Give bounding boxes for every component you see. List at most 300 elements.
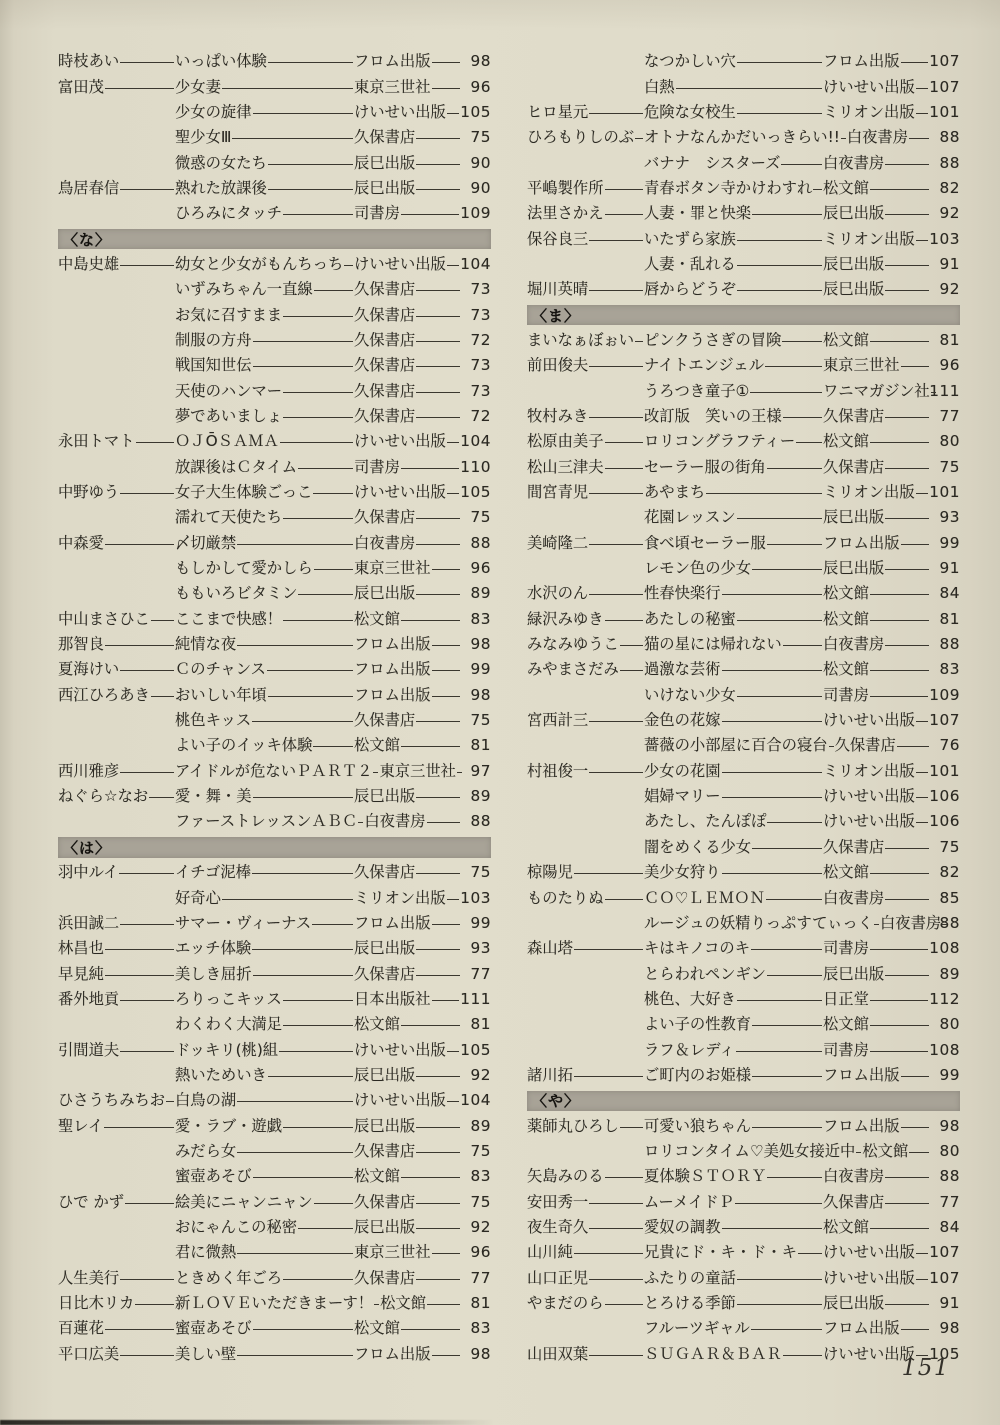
index-entry	[58, 1063, 491, 1088]
publisher-cell	[823, 809, 929, 834]
leader-line	[401, 468, 459, 469]
author-name: 緑沢みゆき	[527, 609, 604, 628]
leader-line	[120, 670, 174, 671]
author-name: やまだのら	[527, 1294, 604, 1313]
index-entry	[527, 1189, 960, 1214]
author-cell	[527, 227, 644, 252]
publisher-cell	[354, 277, 461, 302]
leader-line	[401, 1025, 460, 1026]
author-cell	[58, 75, 175, 100]
leader-line	[314, 290, 353, 291]
title-cell	[175, 277, 354, 302]
leader-line	[416, 1203, 460, 1204]
publisher-name: 松文館	[354, 736, 400, 755]
publisher-name: 白夜書房	[364, 812, 426, 831]
publisher-name: 松文館	[823, 178, 869, 197]
leader-line	[432, 1355, 461, 1356]
leader-line	[722, 873, 823, 874]
page-ref: 103	[460, 888, 491, 907]
leader-line	[752, 1025, 822, 1026]
page-ref: 83	[939, 660, 960, 679]
leader-line	[885, 848, 929, 849]
leader-line	[298, 594, 353, 595]
index-entry	[527, 860, 960, 885]
work-title: セーラー服の街角	[644, 457, 766, 476]
publisher-cell	[823, 531, 930, 556]
publisher-cell	[354, 1088, 460, 1113]
publisher-name: フロム出版	[354, 52, 431, 71]
leader-line	[104, 1127, 174, 1128]
page-ref: 99	[939, 533, 960, 552]
leader-line	[752, 1076, 822, 1077]
publisher-cell	[823, 252, 930, 277]
leader-line	[897, 746, 929, 747]
work-title: 絵美にニャンニャン	[175, 1192, 313, 1211]
leader-line	[766, 899, 822, 900]
author-name: 平口広美	[58, 1344, 120, 1363]
author-cell	[527, 1291, 644, 1316]
publisher-name: ミリオン出版	[823, 761, 915, 780]
leader-line	[447, 265, 460, 266]
index-entry	[527, 683, 960, 708]
leader-line	[885, 1304, 929, 1305]
index-entry	[58, 252, 491, 277]
publisher-cell	[354, 379, 461, 404]
work-title: 白熱	[644, 77, 675, 96]
author-cell	[58, 1038, 175, 1063]
page-ref: 89	[470, 787, 491, 806]
page-ref: 80	[939, 1141, 960, 1160]
publisher-cell	[354, 480, 460, 505]
index-entry	[527, 1037, 960, 1062]
leader-line	[135, 1304, 174, 1305]
publisher-name: 久保書店	[354, 128, 416, 147]
author-cell	[527, 1342, 644, 1367]
publisher-cell	[823, 784, 929, 809]
index-entry	[527, 1266, 960, 1291]
index-entry	[527, 784, 960, 809]
title-cell	[644, 911, 880, 936]
work-title: あやまち	[644, 483, 706, 502]
index-entry	[527, 353, 960, 378]
leader-line	[916, 493, 929, 494]
author-cell	[527, 125, 644, 150]
publisher-name: 辰巳出版	[354, 178, 416, 197]
author-cell	[527, 176, 644, 201]
author-cell	[58, 1088, 175, 1113]
publisher-cell	[354, 733, 461, 758]
publisher-cell	[354, 1266, 461, 1291]
title-cell	[175, 1240, 354, 1265]
publisher-name: フロム出版	[354, 635, 431, 654]
publisher-cell	[354, 1240, 461, 1265]
author-name: 聖レイ	[58, 1116, 104, 1135]
leader-line	[401, 1329, 460, 1330]
leader-line	[358, 822, 363, 823]
title-cell	[175, 1291, 380, 1316]
author-cell	[527, 1114, 644, 1139]
page-ref: 88	[939, 913, 960, 932]
index-entry	[527, 176, 960, 201]
title-cell	[644, 1316, 823, 1341]
author-cell	[58, 784, 175, 809]
leader-line	[722, 670, 823, 671]
title-cell	[175, 911, 354, 936]
index-entry	[58, 150, 491, 175]
author-name: 法里さかえ	[527, 204, 604, 223]
index-entry	[58, 201, 491, 226]
page-ref: 107	[929, 1243, 960, 1262]
index-entry	[527, 277, 960, 302]
page-ref: 92	[470, 1065, 491, 1084]
page-ref: 85	[939, 888, 960, 907]
index-entry	[58, 302, 491, 327]
author-cell	[58, 252, 175, 277]
publisher-name: 司書房	[354, 457, 400, 476]
author-name: 日比木リカ	[58, 1294, 135, 1313]
publisher-cell	[354, 962, 461, 987]
title-cell	[644, 1063, 823, 1088]
index-entry	[527, 1139, 960, 1164]
title-cell	[175, 1164, 354, 1189]
page-ref: 93	[470, 939, 491, 958]
leader-line	[589, 1203, 643, 1204]
leader-line	[620, 1127, 643, 1128]
index-entry	[58, 809, 491, 834]
work-title: ナイトエンジェル	[644, 356, 765, 375]
leader-line	[885, 417, 929, 418]
title-cell	[175, 1190, 354, 1215]
leader-line	[574, 1253, 643, 1254]
work-title: 純情な夜	[175, 635, 237, 654]
page-ref: 106	[929, 787, 960, 806]
title-cell	[175, 455, 354, 480]
title-cell	[644, 886, 823, 911]
publisher-cell	[379, 759, 461, 784]
publisher-name: 白夜書房	[354, 533, 416, 552]
page-ref: 81	[939, 330, 960, 349]
publisher-cell	[354, 708, 461, 733]
leader-line	[841, 138, 846, 139]
page-ref: 81	[470, 736, 491, 755]
page-ref: 77	[470, 964, 491, 983]
leader-line	[589, 1355, 643, 1356]
leader-line	[432, 62, 461, 63]
publisher-cell	[354, 176, 461, 201]
page-ref: 110	[460, 457, 491, 476]
leader-line	[416, 417, 460, 418]
leader-line	[574, 1076, 643, 1077]
title-cell	[175, 75, 354, 100]
publisher-cell	[823, 201, 930, 226]
index-entry	[58, 708, 491, 733]
index-entry	[527, 759, 960, 784]
author-cell	[527, 201, 644, 226]
publisher-cell	[823, 151, 930, 176]
title-cell	[175, 404, 354, 429]
author-name: 保谷良三	[527, 229, 589, 248]
work-title: お気に召すまま	[175, 305, 283, 324]
title-cell	[644, 987, 823, 1012]
page-ref: 96	[939, 356, 960, 375]
leader-line	[589, 290, 643, 291]
work-title: 改訂版 笑いの王様	[644, 406, 782, 425]
leader-line	[401, 1177, 460, 1178]
index-entry	[527, 1063, 960, 1088]
title-cell	[644, 429, 823, 454]
leader-line	[416, 1152, 460, 1153]
index-entry	[58, 911, 491, 936]
leader-line	[752, 1127, 822, 1128]
publisher-name: 松文館	[823, 863, 869, 882]
publisher-name: フロム出版	[823, 1319, 900, 1338]
work-title: ＣＯ♡ＬＥＭＯＮ	[644, 888, 765, 907]
leader-line	[120, 62, 174, 63]
publisher-name: 辰巳出版	[354, 153, 416, 172]
title-cell	[644, 100, 823, 125]
title-cell	[175, 556, 354, 581]
page-ref: 73	[470, 381, 491, 400]
page-ref: 104	[460, 254, 491, 273]
index-entry	[58, 885, 491, 910]
publisher-name: 東京三世社	[354, 77, 431, 96]
index-entry	[58, 683, 491, 708]
publisher-cell	[823, 379, 929, 404]
title-cell	[644, 936, 823, 961]
leader-line	[722, 1228, 823, 1229]
leader-line	[870, 594, 929, 595]
publisher-cell	[823, 987, 929, 1012]
index-entry	[527, 125, 960, 150]
work-title: イチゴ泥棒	[175, 863, 251, 882]
leader-line	[283, 392, 353, 393]
author-cell	[527, 581, 644, 606]
publisher-cell	[823, 1164, 930, 1189]
work-title: 好奇心	[175, 888, 221, 907]
leader-line	[942, 924, 947, 925]
work-title: もしかして愛かしら	[175, 559, 313, 578]
leader-line	[916, 88, 929, 89]
page-ref: 81	[939, 609, 960, 628]
page-ref: 88	[939, 128, 960, 147]
leader-line	[416, 797, 460, 798]
leader-line	[885, 1177, 929, 1178]
leader-line	[253, 113, 354, 114]
leader-line	[268, 1076, 353, 1077]
leader-line	[374, 1304, 379, 1305]
leader-line	[416, 1076, 460, 1077]
work-title: 食べ頃セーラー服	[644, 533, 766, 552]
leader-line	[427, 822, 460, 823]
publisher-name: 司書房	[823, 1040, 869, 1059]
author-cell	[527, 886, 644, 911]
index-entry	[527, 961, 960, 986]
publisher-cell	[354, 1164, 461, 1189]
author-name: ねぐら☆なお	[58, 787, 149, 806]
title-cell	[175, 860, 354, 885]
publisher-cell	[823, 632, 930, 657]
scan-edge-shadow	[0, 1420, 520, 1425]
publisher-cell	[823, 1291, 930, 1316]
title-cell	[175, 987, 354, 1012]
title-cell	[175, 581, 354, 606]
page-ref: 93	[939, 508, 960, 527]
title-cell	[175, 1114, 354, 1139]
publisher-cell	[823, 607, 930, 632]
publisher-name: 辰巳出版	[823, 280, 885, 299]
publisher-name: フロム出版	[823, 1065, 900, 1084]
author-name: 人生美行	[58, 1268, 120, 1287]
publisher-name: フロム出版	[823, 52, 900, 71]
page-ref: 108	[929, 939, 960, 958]
work-title: Ｃのチャンス	[175, 660, 266, 679]
publisher-cell	[354, 1139, 461, 1164]
index-entry	[58, 961, 491, 986]
leader-line	[253, 1177, 354, 1178]
index-entry	[58, 632, 491, 657]
publisher-name: 辰巳出版	[354, 1217, 416, 1236]
leader-line	[737, 1279, 822, 1280]
page-ref: 105	[929, 1344, 960, 1363]
leader-line	[605, 214, 644, 215]
publisher-name: ミリオン出版	[823, 229, 915, 248]
work-title: ふたりの童話	[644, 1268, 736, 1287]
page-ref: 73	[470, 280, 491, 299]
publisher-name: 白夜書房	[846, 128, 909, 147]
index-entry	[527, 987, 960, 1012]
leader-line	[416, 873, 460, 874]
work-title: 蜜壺あそび	[175, 1319, 252, 1338]
work-title: オトナなんかだいっきらい!!	[644, 128, 840, 147]
page-ref: 92	[939, 204, 960, 223]
index-entry	[58, 556, 491, 581]
work-title: みだら女	[175, 1141, 237, 1160]
index-entry	[58, 49, 491, 74]
page-ref: 98	[470, 52, 491, 71]
leader-line	[605, 468, 644, 469]
author-cell	[58, 860, 175, 885]
publisher-name: 日本出版社	[354, 989, 431, 1008]
title-cell	[644, 607, 823, 632]
index-entry	[58, 277, 491, 302]
work-title: 熱いためいき	[175, 1065, 267, 1084]
index-entry	[527, 455, 960, 480]
title-cell	[175, 1316, 354, 1341]
leader-line	[589, 544, 643, 545]
title-cell	[175, 1266, 354, 1291]
work-title: 美しい壁	[175, 1344, 237, 1363]
index-entry	[58, 1266, 491, 1291]
leader-line	[589, 1228, 643, 1229]
title-cell	[644, 176, 823, 201]
leader-line	[856, 1152, 861, 1153]
publisher-cell	[823, 1190, 930, 1215]
publisher-name: 松文館	[823, 660, 869, 679]
publisher-cell	[823, 1316, 930, 1341]
page-ref: 80	[939, 1015, 960, 1034]
title-cell	[644, 1164, 823, 1189]
publisher-name: 久保書店	[823, 1192, 885, 1211]
author-name: 山田双葉	[527, 1344, 589, 1363]
leader-line	[736, 1051, 822, 1052]
publisher-cell	[354, 201, 460, 226]
page-ref: 98	[470, 1344, 491, 1363]
title-cell	[175, 125, 354, 150]
leader-line	[901, 544, 930, 545]
publisher-name: 辰巳出版	[354, 939, 416, 958]
publisher-cell	[354, 886, 460, 911]
leader-line	[620, 670, 643, 671]
publisher-cell	[354, 1063, 461, 1088]
publisher-cell	[823, 759, 929, 784]
work-title: 金色の花嫁	[644, 711, 721, 730]
page-ref: 75	[470, 711, 491, 730]
leader-line	[737, 620, 822, 621]
leader-line	[781, 164, 822, 165]
author-cell	[58, 1316, 175, 1341]
index-entry	[527, 226, 960, 251]
author-name: 平嶋製作所	[527, 178, 604, 197]
author-name: 中森愛	[58, 533, 104, 552]
work-title: 過激な芸術	[644, 660, 721, 679]
author-cell	[527, 1164, 644, 1189]
title-cell	[175, 201, 354, 226]
publisher-name: 辰巳出版	[823, 254, 885, 273]
leader-line	[314, 1203, 353, 1204]
title-cell	[175, 1063, 354, 1088]
author-name: 西川雅彦	[58, 761, 120, 780]
page-ref: 92	[470, 1217, 491, 1236]
page-ref: 98	[939, 1116, 960, 1135]
publisher-name: フロム出版	[354, 1344, 431, 1363]
leader-line	[120, 189, 174, 190]
leader-line	[373, 772, 378, 773]
work-title: うろつき童子①	[644, 381, 750, 400]
leader-line	[313, 493, 353, 494]
author-cell	[527, 657, 644, 682]
title-cell	[175, 632, 354, 657]
index-entry	[527, 378, 960, 403]
publisher-name: 松文館	[354, 1319, 400, 1338]
publisher-cell	[354, 657, 461, 682]
leader-line	[870, 1000, 928, 1001]
publisher-cell	[823, 1114, 930, 1139]
publisher-cell	[354, 49, 461, 74]
publisher-name: けいせい出版	[354, 432, 446, 451]
author-cell	[527, 708, 644, 733]
author-cell	[58, 962, 175, 987]
publisher-cell	[354, 911, 461, 936]
index-page-body	[58, 49, 960, 1367]
leader-line	[105, 544, 174, 545]
work-title: 人妻・罪と快楽	[644, 204, 752, 223]
work-title: ピンクうさぎの冒険	[644, 330, 782, 349]
section-header-row	[58, 226, 491, 251]
publisher-cell	[354, 429, 460, 454]
leader-line	[737, 113, 822, 114]
publisher-name: 辰巳出版	[354, 584, 416, 603]
leader-line	[589, 113, 643, 114]
page-ref: 104	[460, 432, 491, 451]
leader-line	[125, 1203, 174, 1204]
author-name: 宮西計三	[527, 711, 589, 730]
title-cell	[175, 49, 354, 74]
author-cell	[527, 607, 644, 632]
leader-line	[253, 797, 354, 798]
author-cell	[58, 1190, 175, 1215]
leader-line	[298, 468, 353, 469]
leader-line	[605, 620, 644, 621]
